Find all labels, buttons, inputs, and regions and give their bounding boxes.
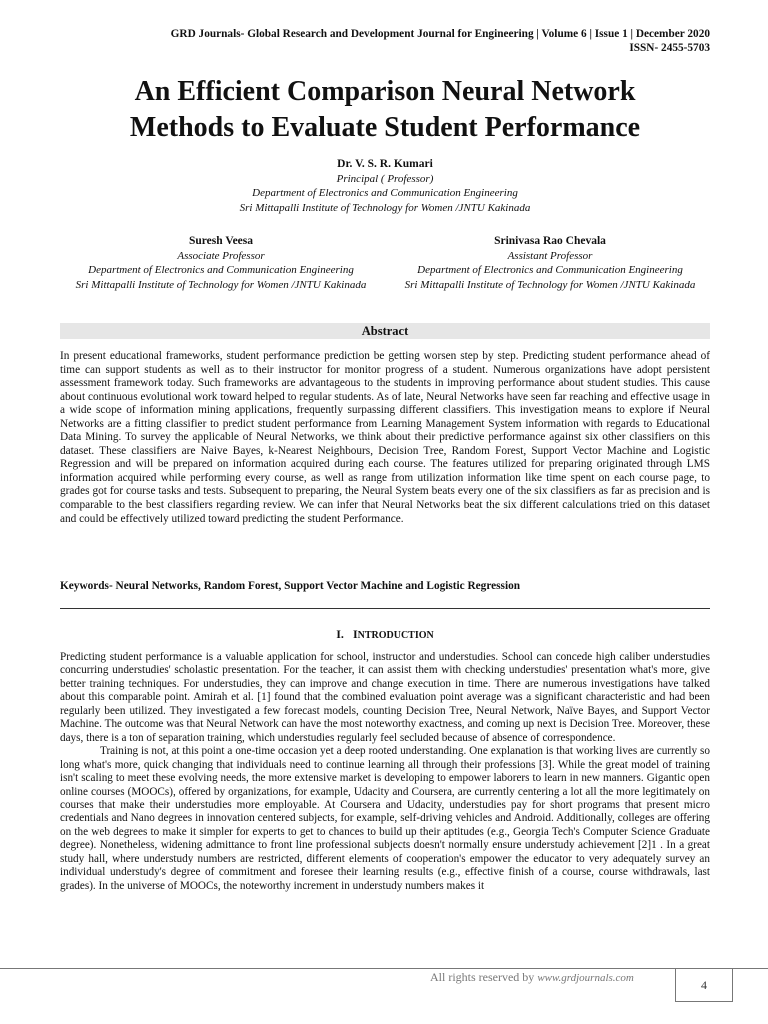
paragraph-1: Predicting student performance is a valuable application for school, instructor and understudies. School can concede high caliber understudies concurring understudies' scholastic presentation. For the teacher, it can assist them with checking understudies' presentation what's more, give better training techniques. For understudies, they can improve and change execution in time. There are numerous investigations have talked about this comparable point. Amirah et al. [1] found that the combined evaluation point average was a significant characteristic and had been regularly been utilized. They investigated a few forecast models, counting Decision Tree, Neural Network, Naïve Bayes, and Support Vector Machine. The outcome was that Neural Network can have the most noteworthy exactness, and coming up next is Decision Tree. Moreover, these days, there is a ton of separation training, which understudies regularly feel secluded because of absence of correspondence.	[60, 651, 710, 744]
abstract-text: In present educational frameworks, student performance prediction be getting worsen step by step. Predicting student performance ahead of time can support students as well as to their instructor for monitor progress of a student. Numerous organizations have adopt persistent assessment framework today. Such frameworks are advantageous to the students in improving performance about student studies. This cause about continuous evolutional work toward helped to regular students. As of late, Neural Networks have seen far reaching and effective usage in a wide scope of information mining applications, frequently surpassing different classifiers. This investigation means to explore if Neural Networks are a fitting classifier to predict student performance from Learning Management System information with regards to Educational Data Mining. To survey the applicable of Neural Networks, we think about their predictive performance against six other classifiers on this dataset. These classifiers are Naive Bayes, k-Nearest Neighbours, Decision Tree, Random Forest, Support Vector Machine and Logistic Regression and will be prepared on information acquired during each course. The features utilized for preparing originated through LMS information acquired while performing every course, as well as range from utilization information like time spent on each course page, to grades got for course tasks and tests. Subsequent to preparing, the Neural System beats every one of the six classifiers as far as precision and is comparable to the best classifiers regarding review. We can infer that Neural Networks beat the six different calculations tried on this dataset and could be effectively utilized toward predicting the student Performance.	[60, 350, 710, 525]
author-inst: Sri Mittapalli Institute of Technology for Women /JNTU Kakinada	[404, 278, 696, 291]
title-line-1: An Efficient Comparison Neural Network	[134, 76, 636, 107]
author-role: Assistant Professor	[507, 249, 593, 262]
author-inst: Sri Mittapalli Institute of Technology for Women /JNTU Kakinada	[239, 201, 531, 214]
abstract-heading: Abstract	[60, 323, 710, 339]
author-block-1	[60, 157, 710, 215]
author-name: Dr. V. S. R. Kumari	[337, 158, 433, 170]
author-role: Principal ( Professor)	[336, 172, 434, 185]
author-name: Suresh Veesa	[188, 235, 253, 247]
section-title-rest: NTRODUCTION	[357, 630, 434, 641]
site-link[interactable]: www.grdjournals.com	[537, 972, 634, 984]
author-block-2	[60, 234, 382, 292]
title-line-2: Methods to Evaluate Student Performance	[129, 112, 641, 143]
footer-copyright	[430, 970, 634, 985]
body-text	[60, 651, 710, 893]
page-number: 4	[675, 968, 733, 1002]
author-dept: Department of Electronics and Communication Engineering	[417, 264, 683, 276]
journal-header	[171, 27, 710, 55]
author-dept: Department of Electronics and Communication Engineering	[252, 187, 518, 199]
paper-title	[60, 74, 710, 146]
author-dept: Department of Electronics and Communication Engineering	[88, 264, 354, 276]
issn-line: ISSN- 2455-5703	[629, 42, 710, 54]
section-number: I.	[336, 627, 344, 641]
section-divider	[60, 608, 710, 609]
journal-line: GRD Journals- Global Research and Development Journal for Engineering | Volume 6 | Issue 1 | December 2020	[170, 28, 710, 40]
paragraph-2: Training is not, at this point a one-time occasion yet a deep rooted understanding. One explanation is that working lives are currently so long what's more, quick changing that individuals need to continue learning all through their professions [3]. While the great model of training isn't scaling to meet these evolving needs, the more extensive market is developing to empower laborers to learn in new manners. Gigantic open online courses (MOOCs), offered by organizations, for example, Udacity and Coursera, are currently centering a lot all the more legitimately on courses that make their understudies more employable. At Coursera and Udacity, understudies pay for short programs that present micro credentials and Nano degrees in innovation centered subjects, for example, self-driving vehicles and Android. Additionally, colleges are offering on the web degrees to make it simpler for experts to get to chances to build up their aptitudes (e.g., Georgia Tech's Computer Science Graduate degree). Nonetheless, widening admittance to front line professional subjects doesn't normally ensure understudy achievement [2]1 . In a great study hall, where understudy numbers are restricted, different elements of cooperation's empower the educator to very adequately survey an individual understudy's degree of commitment and foresee their learning results (e.g., effective finish of a course, course withdrawals, last grades). In the universe of MOOCs, the noteworthy increment in understudy numbers makes it	[60, 745, 710, 892]
keywords-line: Keywords- Neural Networks, Random Forest, Support Vector Machine and Logistic Regression	[60, 580, 521, 592]
footer-rule	[0, 968, 768, 969]
author-name: Srinivasa Rao Chevala	[494, 235, 606, 247]
rights-text: All rights reserved by	[430, 970, 538, 984]
section-title-initial: I	[352, 627, 358, 641]
author-inst: Sri Mittapalli Institute of Technology for Women /JNTU Kakinada	[75, 278, 367, 291]
author-block-3	[390, 234, 710, 292]
author-role: Associate Professor	[177, 249, 265, 262]
section-heading	[60, 627, 710, 643]
